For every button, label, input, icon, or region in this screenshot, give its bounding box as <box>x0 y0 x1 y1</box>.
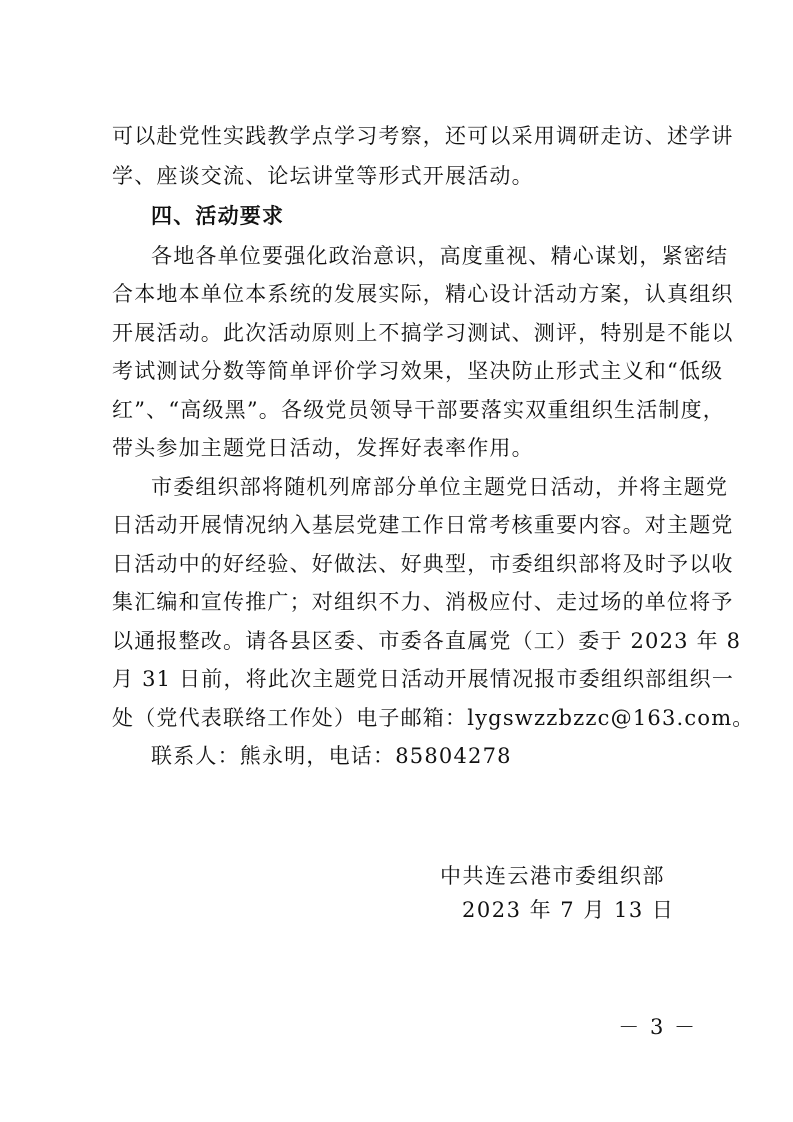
body-line: 日活动开展情况纳入基层党建工作日常考核重要内容。对主题党 <box>112 513 734 537</box>
body-line: 处（党代表联络工作处）电子邮箱：lygswzzbzzc@163.com。 <box>112 706 755 730</box>
body-line: 可以赴党性实践教学点学习考察，还可以采用调研走访、述学讲 <box>112 124 734 148</box>
signature-date: 2023 年 7 月 13 日 <box>462 898 675 922</box>
page-number: － 3 － <box>618 1015 697 1039</box>
signature-org: 中共连云港市委组织部 <box>440 864 665 888</box>
section-heading: 四、活动要求 <box>151 204 285 228</box>
body-line: 日活动中的好经验、好做法、好典型，市委组织部将及时予以收 <box>112 552 734 576</box>
body-line: 各地各单位要强化政治意识，高度重视、精心谋划，紧密结 <box>151 244 729 268</box>
body-line: 以通报整改。请各县区委、市委各直属党（工）委于 2023 年 8 <box>112 629 742 653</box>
body-line: 月 31 日前，将此次主题党日活动开展情况报市委组织部组织一 <box>112 667 735 691</box>
body-line: 学、座谈交流、论坛讲堂等形式开展活动。 <box>112 164 534 188</box>
body-line: 考试测试分数等简单评价学习效果，坚决防止形式主义和“低级 <box>112 359 724 383</box>
body-line: 红”、“高级黑”。各级党员领导干部要落实双重组织生活制度， <box>112 398 726 422</box>
body-line: 市委组织部将随机列席部分单位主题党日活动，并将主题党 <box>151 475 729 499</box>
body-line: 带头参加主题党日活动，发挥好表率作用。 <box>112 436 534 460</box>
body-line: 合本地本单位本系统的发展实际，精心设计活动方案，认真组织 <box>112 282 734 306</box>
body-line: 集汇编和宣传推广；对组织不力、消极应付、走过场的单位将予 <box>112 590 734 614</box>
contact-line: 联系人：熊永明，电话：85804278 <box>151 744 512 768</box>
body-line: 开展活动。此次活动原则上不搞学习测试、测评，特别是不能以 <box>112 321 734 345</box>
